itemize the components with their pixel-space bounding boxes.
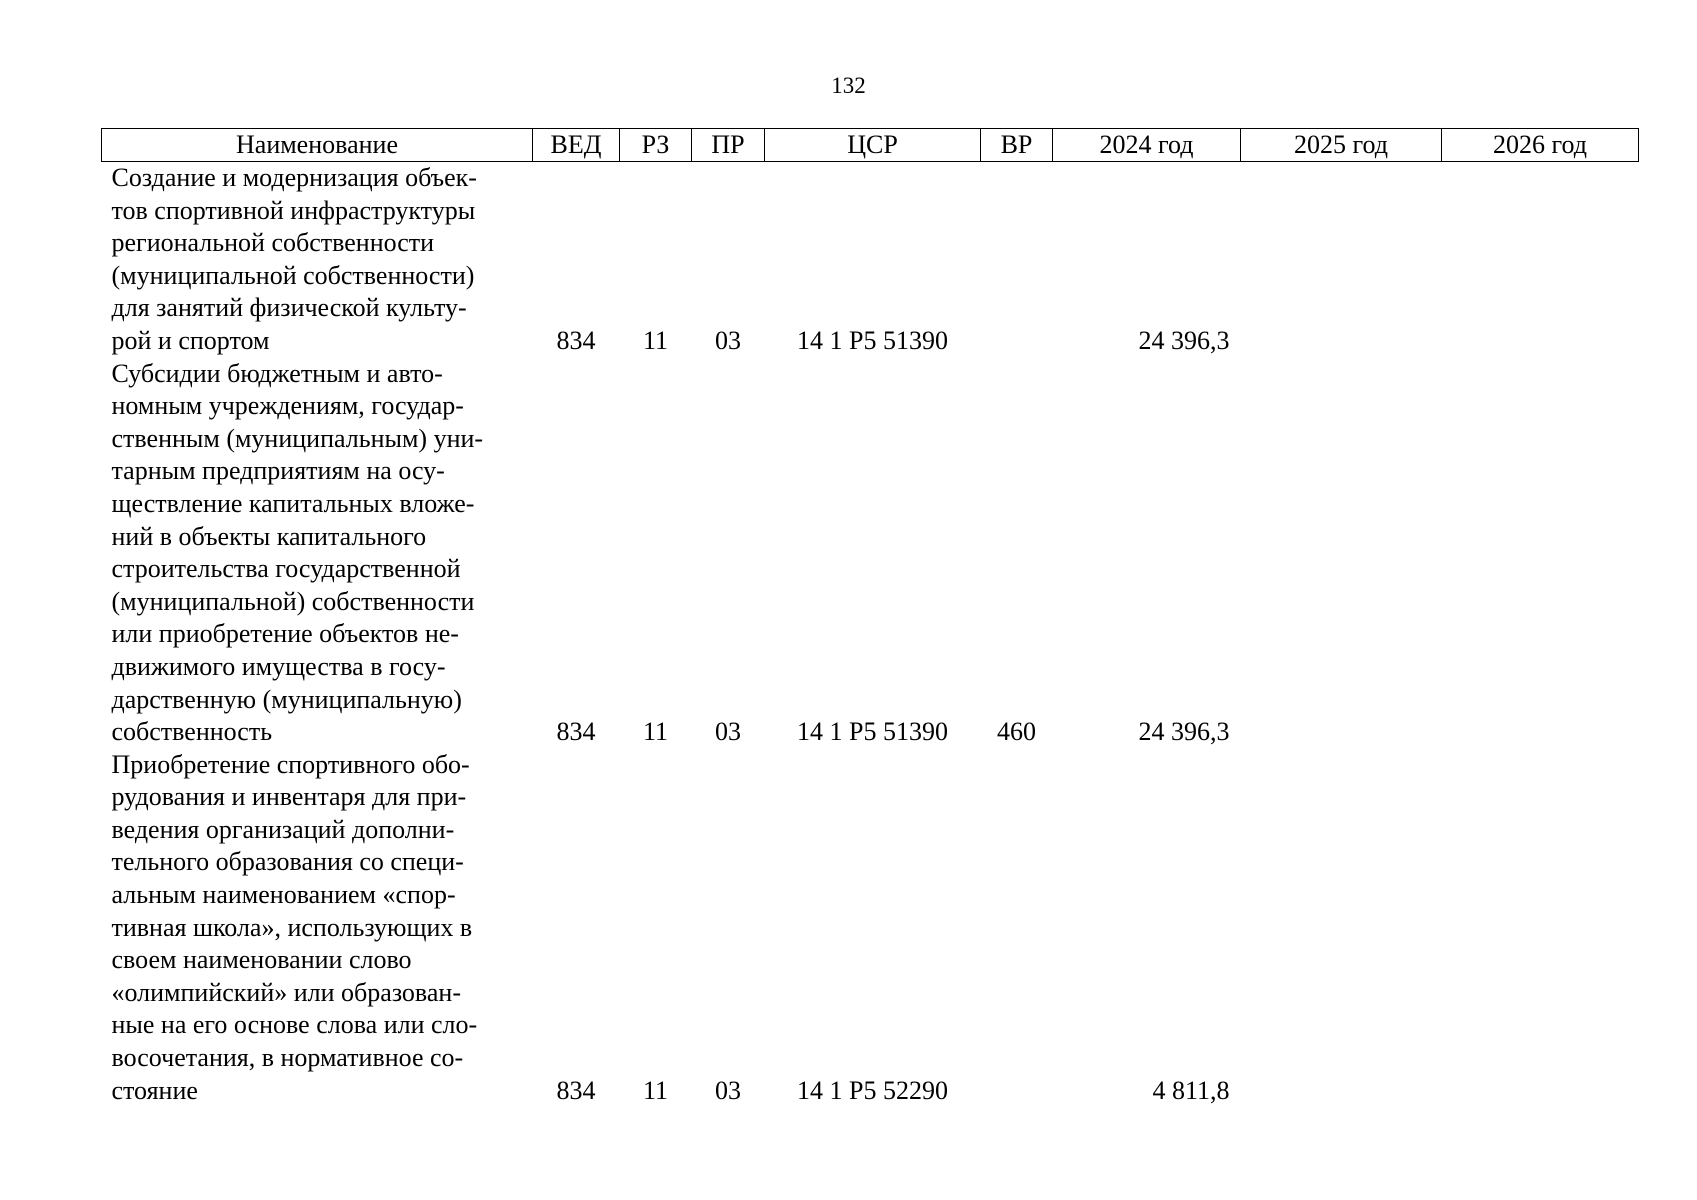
row-name-line: Приобретение спортивного обо- bbox=[111, 749, 470, 779]
row-name-line: тов спортивной инфраструктуры bbox=[111, 195, 476, 225]
row-2024: 4 811,8 bbox=[1152, 1075, 1230, 1105]
header-2026: 2026 год bbox=[1442, 129, 1639, 162]
row-name-line: тарным предприятиям на осу- bbox=[111, 456, 445, 486]
row-name-line: Субсидии бюджетным и авто- bbox=[111, 358, 443, 388]
table-row bbox=[102, 162, 1639, 358]
row-name-line: региональной собственности bbox=[111, 228, 435, 258]
table-row bbox=[102, 749, 1639, 1108]
row-name-line: (муниципальной собственности) bbox=[111, 260, 475, 290]
header-pr: ПР bbox=[692, 129, 765, 162]
row-rz: 11 bbox=[642, 325, 669, 355]
row-name-line: рой и спортом bbox=[111, 325, 270, 355]
header-rz: РЗ bbox=[620, 129, 692, 162]
table-row bbox=[102, 358, 1639, 749]
row-name-line: (муниципальной) собственности bbox=[111, 586, 475, 616]
row-2025 bbox=[1241, 749, 1442, 1108]
row-ved: 834 bbox=[556, 325, 596, 355]
row-name bbox=[102, 162, 533, 358]
row-name-line: дарственную (муниципальную) bbox=[111, 684, 462, 714]
row-name-line: ные на его основе слова или сло- bbox=[111, 1010, 478, 1040]
row-name-line: ведения организаций дополни- bbox=[111, 814, 455, 844]
row-pr: 03 bbox=[715, 325, 741, 355]
header-ved: ВЕД bbox=[533, 129, 620, 162]
row-name-line: ний в объекты капитального bbox=[111, 521, 427, 551]
header-vr: ВР bbox=[981, 129, 1053, 162]
row-name bbox=[102, 358, 533, 749]
table-header-row bbox=[102, 129, 1639, 162]
row-name-line: «олимпийский» или образован- bbox=[111, 977, 461, 1007]
row-ved: 834 bbox=[556, 717, 596, 747]
row-name-line: ственным (муниципальным) уни- bbox=[111, 423, 484, 453]
row-vr: 460 bbox=[997, 717, 1036, 747]
row-2025 bbox=[1241, 358, 1442, 749]
row-csr: 14 1 P5 51390 bbox=[797, 717, 948, 747]
header-2025: 2025 год bbox=[1241, 129, 1442, 162]
row-name-line: Создание и модернизация объек- bbox=[111, 163, 477, 192]
row-name-line: своем наименовании слово bbox=[111, 945, 412, 975]
row-2025 bbox=[1241, 162, 1442, 358]
row-name bbox=[102, 749, 533, 1108]
row-vr bbox=[981, 749, 1053, 1108]
row-name-line: строительства государственной bbox=[111, 554, 461, 584]
header-csr: ЦСР bbox=[765, 129, 981, 162]
row-rz: 11 bbox=[642, 1075, 669, 1105]
row-csr: 14 1 P5 52290 bbox=[797, 1075, 948, 1105]
row-2024: 24 396,3 bbox=[1138, 717, 1230, 747]
row-rz: 11 bbox=[642, 717, 669, 747]
row-name-line: тельного образования со специ- bbox=[111, 847, 464, 877]
header-name: Наименование bbox=[102, 129, 533, 162]
row-vr bbox=[981, 162, 1053, 358]
row-name-line: тивная школа», использующих в bbox=[111, 912, 473, 942]
header-2024: 2024 год bbox=[1053, 129, 1241, 162]
row-2026 bbox=[1442, 162, 1639, 358]
row-name-line: восочетания, в нормативное со- bbox=[111, 1043, 464, 1073]
row-name-line: номным учреждениям, государ- bbox=[111, 391, 464, 421]
page-number: 132 bbox=[831, 73, 866, 98]
row-csr: 14 1 P5 51390 bbox=[797, 325, 948, 355]
row-2026 bbox=[1442, 749, 1639, 1108]
row-2026 bbox=[1442, 358, 1639, 749]
row-name-line: альным наименованием «спор- bbox=[111, 880, 456, 910]
row-pr: 03 bbox=[715, 717, 741, 747]
row-name-line: ществление капитальных вложе- bbox=[111, 488, 475, 518]
row-name-line: или приобретение объектов не- bbox=[111, 619, 459, 649]
row-2024: 24 396,3 bbox=[1138, 325, 1230, 355]
row-name-line: движимого имущества в госу- bbox=[111, 651, 446, 681]
row-pr: 03 bbox=[715, 1075, 741, 1105]
row-name-line: стояние bbox=[111, 1075, 198, 1105]
row-name-line: для занятий физической культу- bbox=[111, 293, 467, 323]
row-name-line: рудования и инвентаря для при- bbox=[111, 782, 467, 812]
budget-table bbox=[101, 128, 1639, 1107]
row-ved: 834 bbox=[556, 1075, 596, 1105]
row-name-line: собственность bbox=[111, 717, 273, 747]
